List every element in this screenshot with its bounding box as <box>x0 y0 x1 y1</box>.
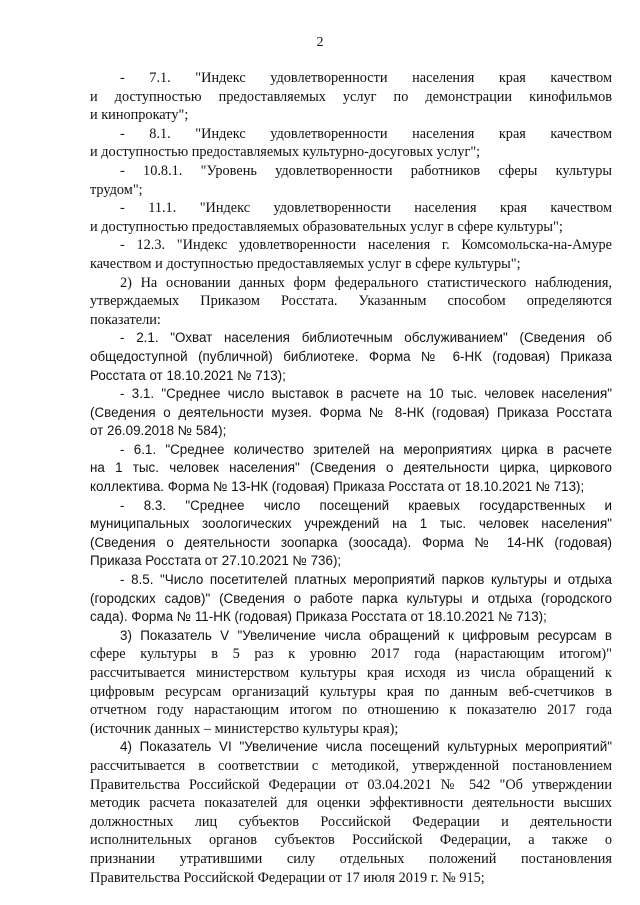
text-line: Правительства Российской Федерации от 17 июля 2019 г. № 915; <box>90 869 485 886</box>
text-line: показатели: <box>90 311 161 328</box>
text-line: - 12.3. "Индекс удовлетворенности населения г. Комсомольска-на-Амуре <box>120 237 612 254</box>
text-line: рассчитывается в соответствии с методикой, утвержденной постановлением <box>90 757 612 774</box>
text-line: Приказа Росстата от 27.10.2021 № 736); <box>90 553 342 569</box>
text-line: 2) На основании данных форм федерального статистического наблюдения, <box>120 274 612 291</box>
text-line: (источник данных – министерство культуры края); <box>90 720 399 737</box>
text-line: (Сведения о деятельности музея. Форма № 8-НК (годовая) Приказа Росстата <box>90 404 612 420</box>
text-line: 4) Показатель VI "Увеличение числа посещений культурных мероприятий" <box>120 739 612 755</box>
text-line: рассчитывается министерством культуры края исходя из числа обращений к <box>90 665 612 681</box>
text-line: исполнительных органов субъектов Российской Федерации, а также о <box>90 832 612 849</box>
text-line: (городских садов)" (Сведения о работе парка культуры и отдыха (городского <box>90 590 612 606</box>
text-line: коллектива. Форма № 13-НК (годовая) Приказа Росстата от 18.10.2021 № 713); <box>90 479 585 495</box>
text-line: и доступностью предоставляемых образовательных услуг в сфере культуры"; <box>90 218 563 235</box>
text-line: качеством и доступностью предоставляемых услуг в сфере культуры"; <box>90 255 521 272</box>
page-number: 2 <box>316 35 324 50</box>
text-line: сфере культуры в 5 раз к уровню 2017 года (нарастающим итогом)" <box>90 646 612 663</box>
text-line: на 1 тыс. человек населения" (Сведения о деятельности цирка, циркового <box>90 460 612 476</box>
text-line: должностных лиц субъектов Российской Федерации и деятельности <box>90 813 612 830</box>
text-line: - 8.3. "Среднее число посещений краевых государственных и <box>120 497 612 513</box>
text-line: отчетном году нарастающим итогом по отношению к показателю 2017 года <box>90 702 612 719</box>
text-line: - 6.1. "Среднее количество зрителей на мероприятиях цирка в расчете <box>120 441 612 457</box>
text-line: - 10.8.1. "Уровень удовлетворенности работников сферы культуры <box>120 162 612 179</box>
text-line: муниципальных зоологических учреждений на 1 тыс. человек населения" <box>90 516 612 532</box>
text-line: Правительства Российской Федерации от 03.04.2021 № 542 "Об утверждении <box>90 776 612 793</box>
text-line: - 7.1. "Индекс удовлетворенности населения края качеством <box>120 70 612 86</box>
text-line: методик расчета показателей для оценки эффективности деятельности высших <box>90 795 612 812</box>
text-line: - 2.1. "Охват населения библиотечным обслуживанием" (Сведения об <box>120 330 612 346</box>
text-line: - 8.1. "Индекс удовлетворенности населения края качеством <box>120 125 612 142</box>
text-line: и доступностью предоставляемых культурно-досуговых услуг"; <box>90 144 481 161</box>
text-line: и доступностью предоставляемых услуг по демонстрации кинофильмов <box>90 88 612 105</box>
text-line: трудом"; <box>90 181 143 198</box>
text-line: признании утратившими силу отдельных положений постановления <box>90 850 612 867</box>
text-line: (Сведения о деятельности зоопарка (зоосада). Форма № 14-НК (годовая) <box>90 534 612 550</box>
text-line: общедоступной (публичной) библиотеке. Форма № 6-НК (годовая) Приказа <box>90 348 612 364</box>
text-line: утверждаемых Приказом Росстата. Указанным способом определяются <box>90 293 612 310</box>
text-line: сада). Форма № 11-НК (годовая) Приказа Росстата от 18.10.2021 № 713); <box>90 609 547 625</box>
text-line: - 3.1. "Среднее число выставок в расчете на 10 тыс. человек населения" <box>120 386 612 402</box>
document-body <box>90 69 612 887</box>
text-line: от 26.09.2018 № 584); <box>90 423 227 439</box>
text-line: цифровым ресурсам организаций культуры края по данным веб-счетчиков в <box>90 683 612 700</box>
text-line: - 11.1. "Индекс удовлетворенности населения края качеством <box>120 200 612 217</box>
text-line: и кинопрокату"; <box>90 107 189 124</box>
text-line: 3) Показатель V "Увеличение числа обращений к цифровым ресурсам в <box>120 627 612 643</box>
text-line: - 8.5. "Число посетителей платных мероприятий парков культуры и отдыха <box>120 572 612 588</box>
text-line: Росстата от 18.10.2021 № 713); <box>90 367 286 383</box>
